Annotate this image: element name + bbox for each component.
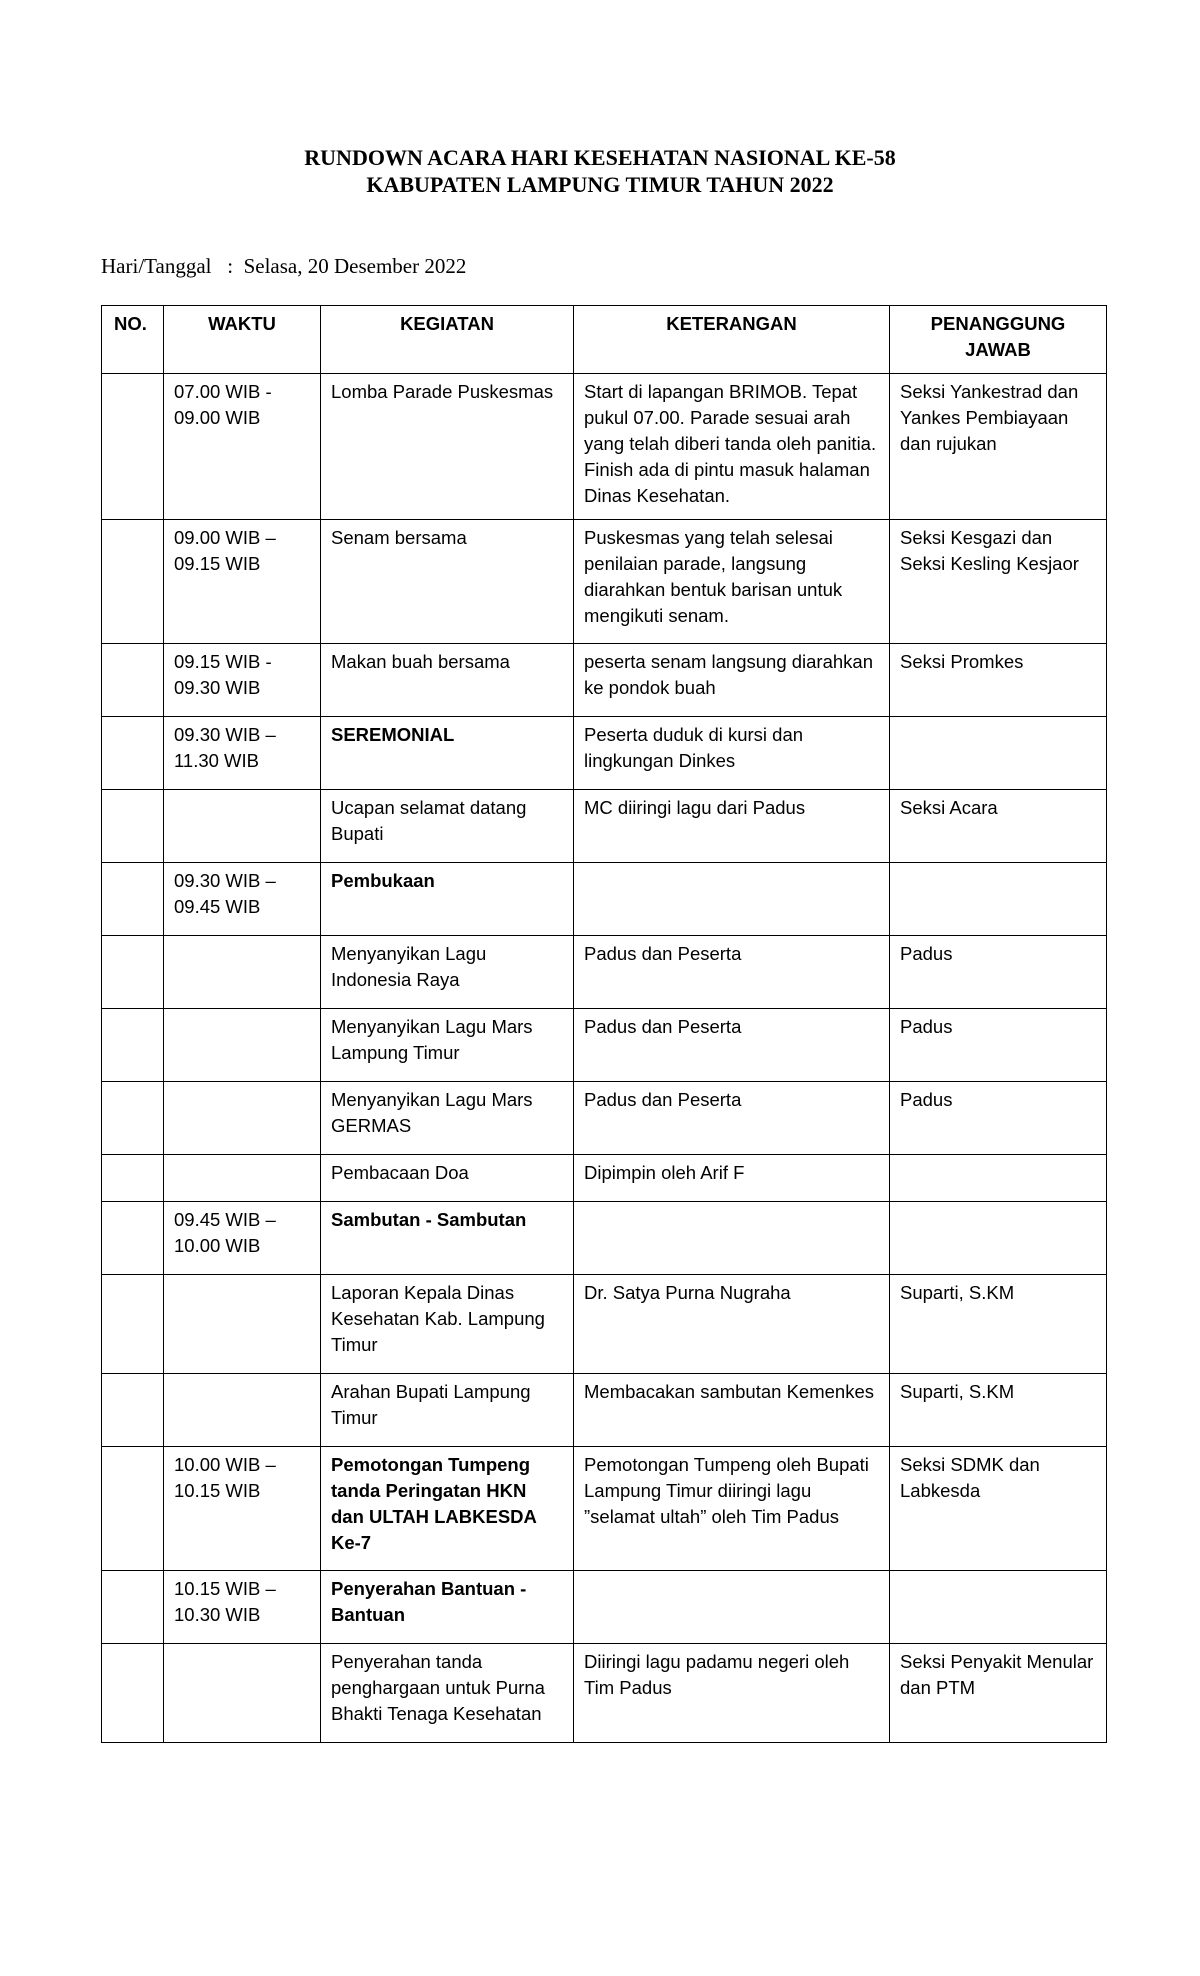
- cell-kegiatan: Sambutan - Sambutan: [321, 1202, 574, 1275]
- cell-waktu: [164, 1082, 321, 1155]
- cell-keterangan: Diiringi lagu padamu negeri oleh Tim Padus: [574, 1644, 890, 1743]
- cell-penanggung-jawab: [890, 717, 1107, 790]
- table-row: [102, 374, 1107, 520]
- cell-penanggung-jawab: Suparti, S.KM: [890, 1275, 1107, 1374]
- cell-penanggung-jawab: [890, 1155, 1107, 1202]
- cell-waktu: [164, 1275, 321, 1374]
- table-row: [102, 1009, 1107, 1082]
- table-row: [102, 1202, 1107, 1275]
- cell-waktu: 10.00 WIB – 10.15 WIB: [164, 1447, 321, 1571]
- cell-penanggung-jawab: Suparti, S.KM: [890, 1374, 1107, 1447]
- cell-penanggung-jawab: Seksi SDMK dan Labkesda: [890, 1447, 1107, 1571]
- table-row: [102, 936, 1107, 1009]
- cell-no: [102, 863, 164, 936]
- cell-kegiatan: Menyanyikan Lagu Mars Lampung Timur: [321, 1009, 574, 1082]
- cell-waktu: 09.00 WIB – 09.15 WIB: [164, 520, 321, 644]
- cell-kegiatan: Menyanyikan Lagu Mars GERMAS: [321, 1082, 574, 1155]
- rundown-table: [101, 305, 1107, 1743]
- cell-kegiatan: Pembukaan: [321, 863, 574, 936]
- cell-no: [102, 717, 164, 790]
- cell-no: [102, 936, 164, 1009]
- table-row: [102, 520, 1107, 644]
- cell-penanggung-jawab: Padus: [890, 1009, 1107, 1082]
- table-row: [102, 863, 1107, 936]
- header-no: NO.: [102, 306, 164, 374]
- cell-no: [102, 1374, 164, 1447]
- cell-keterangan: Start di lapangan BRIMOB. Tepat pukul 07.00. Parade sesuai arah yang telah diberi tanda oleh panitia. Finish ada di pintu masuk halaman Dinas Kesehatan.: [574, 374, 890, 520]
- document-title: RUNDOWN ACARA HARI KESEHATAN NASIONAL KE-58: [304, 145, 896, 170]
- cell-keterangan: Dipimpin oleh Arif F: [574, 1155, 890, 1202]
- cell-waktu: 07.00 WIB - 09.00 WIB: [164, 374, 321, 520]
- cell-no: [102, 790, 164, 863]
- table-row: [102, 1447, 1107, 1571]
- cell-no: [102, 1202, 164, 1275]
- date-line: [101, 252, 466, 280]
- cell-kegiatan: SEREMONIAL: [321, 717, 574, 790]
- cell-waktu: 09.45 WIB – 10.00 WIB: [164, 1202, 321, 1275]
- cell-kegiatan: Penyerahan tanda penghargaan untuk Purna Bhakti Tenaga Kesehatan: [321, 1644, 574, 1743]
- cell-kegiatan: Senam bersama: [321, 520, 574, 644]
- table-body: [102, 374, 1107, 1743]
- cell-no: [102, 520, 164, 644]
- cell-waktu: 09.30 WIB – 11.30 WIB: [164, 717, 321, 790]
- cell-keterangan: [574, 1571, 890, 1644]
- cell-penanggung-jawab: Padus: [890, 1082, 1107, 1155]
- cell-penanggung-jawab: Seksi Promkes: [890, 644, 1107, 717]
- table-header-row: [102, 306, 1107, 374]
- table-row: [102, 1374, 1107, 1447]
- cell-penanggung-jawab: Seksi Penyakit Menular dan PTM: [890, 1644, 1107, 1743]
- table-row: [102, 717, 1107, 790]
- cell-waktu: [164, 936, 321, 1009]
- table-row: [102, 1275, 1107, 1374]
- cell-no: [102, 1644, 164, 1743]
- cell-waktu: 10.15 WIB – 10.30 WIB: [164, 1571, 321, 1644]
- cell-kegiatan: Arahan Bupati Lampung Timur: [321, 1374, 574, 1447]
- cell-waktu: [164, 1155, 321, 1202]
- cell-waktu: [164, 1009, 321, 1082]
- cell-keterangan: Membacakan sambutan Kemenkes: [574, 1374, 890, 1447]
- cell-kegiatan: Laporan Kepala Dinas Kesehatan Kab. Lampung Timur: [321, 1275, 574, 1374]
- cell-kegiatan: Lomba Parade Puskesmas: [321, 374, 574, 520]
- cell-keterangan: Puskesmas yang telah selesai penilaian parade, langsung diarahkan bentuk barisan untuk mengikuti senam.: [574, 520, 890, 644]
- cell-penanggung-jawab: Seksi Acara: [890, 790, 1107, 863]
- cell-keterangan: Padus dan Peserta: [574, 1009, 890, 1082]
- cell-keterangan: MC diiringi lagu dari Padus: [574, 790, 890, 863]
- cell-penanggung-jawab: [890, 863, 1107, 936]
- cell-penanggung-jawab: Padus: [890, 936, 1107, 1009]
- header-penanggung-jawab: PENANGGUNG JAWAB: [890, 306, 1107, 374]
- cell-keterangan: Dr. Satya Purna Nugraha: [574, 1275, 890, 1374]
- cell-kegiatan: Ucapan selamat datang Bupati: [321, 790, 574, 863]
- date-separator: :: [227, 254, 234, 278]
- header-kegiatan: KEGIATAN: [321, 306, 574, 374]
- header-keterangan: KETERANGAN: [574, 306, 890, 374]
- table-row: [102, 790, 1107, 863]
- cell-keterangan: peserta senam langsung diarahkan ke pondok buah: [574, 644, 890, 717]
- cell-waktu: [164, 1374, 321, 1447]
- cell-keterangan: Peserta duduk di kursi dan lingkungan Dinkes: [574, 717, 890, 790]
- cell-no: [102, 1155, 164, 1202]
- cell-keterangan: Padus dan Peserta: [574, 1082, 890, 1155]
- cell-kegiatan: Makan buah bersama: [321, 644, 574, 717]
- cell-no: [102, 1275, 164, 1374]
- table-row: [102, 1082, 1107, 1155]
- document-subtitle: KABUPATEN LAMPUNG TIMUR TAHUN 2022: [366, 172, 834, 197]
- cell-keterangan: [574, 863, 890, 936]
- cell-no: [102, 644, 164, 717]
- cell-kegiatan: Pemotongan Tumpeng tanda Peringatan HKN dan ULTAH LABKESDA Ke-7: [321, 1447, 574, 1571]
- cell-kegiatan: Pembacaan Doa: [321, 1155, 574, 1202]
- cell-kegiatan: Penyerahan Bantuan - Bantuan: [321, 1571, 574, 1644]
- cell-no: [102, 374, 164, 520]
- table-row: [102, 1644, 1107, 1743]
- cell-keterangan: Padus dan Peserta: [574, 936, 890, 1009]
- cell-no: [102, 1447, 164, 1571]
- header-waktu: WAKTU: [164, 306, 321, 374]
- cell-waktu: [164, 790, 321, 863]
- cell-no: [102, 1571, 164, 1644]
- table-row: [102, 1571, 1107, 1644]
- cell-penanggung-jawab: [890, 1571, 1107, 1644]
- cell-penanggung-jawab: Seksi Kesgazi dan Seksi Kesling Kesjaor: [890, 520, 1107, 644]
- cell-penanggung-jawab: [890, 1202, 1107, 1275]
- cell-kegiatan: Menyanyikan Lagu Indonesia Raya: [321, 936, 574, 1009]
- cell-penanggung-jawab: Seksi Yankestrad dan Yankes Pembiayaan dan rujukan: [890, 374, 1107, 520]
- cell-keterangan: [574, 1202, 890, 1275]
- cell-waktu: 09.30 WIB – 09.45 WIB: [164, 863, 321, 936]
- cell-waktu: 09.15 WIB - 09.30 WIB: [164, 644, 321, 717]
- table-row: [102, 644, 1107, 717]
- cell-no: [102, 1009, 164, 1082]
- cell-no: [102, 1082, 164, 1155]
- date-label: Hari/Tanggal: [101, 254, 212, 278]
- cell-waktu: [164, 1644, 321, 1743]
- table-row: [102, 1155, 1107, 1202]
- cell-keterangan: Pemotongan Tumpeng oleh Bupati Lampung Timur diiringi lagu ”selamat ultah” oleh Tim Padus: [574, 1447, 890, 1571]
- date-value: Selasa, 20 Desember 2022: [243, 254, 467, 278]
